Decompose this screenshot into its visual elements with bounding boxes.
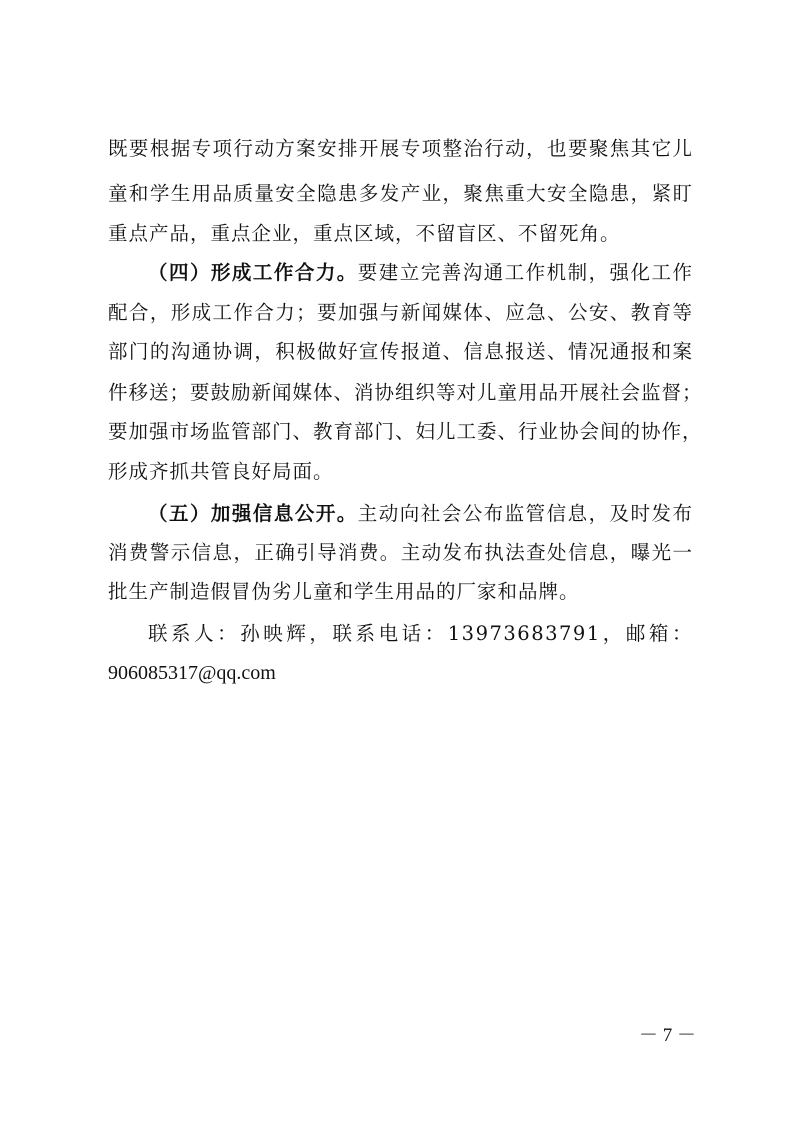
section-first-line <box>148 496 693 532</box>
section-heading: （四）形成工作合力。 <box>148 261 358 284</box>
text-line: 形成齐抓共管良好局面。 <box>108 460 334 483</box>
text-line: 件移送；要鼓励新闻媒体、消协组织等对儿童用品开展社会监督； <box>108 381 703 404</box>
page-number: － 7 － <box>638 1025 696 1046</box>
text-line: 消费警示信息，正确引导消费。主动发布执法查处信息，曝光一 <box>108 541 693 564</box>
text-line: 部门的沟通协调，积极做好宣传报道、信息报送、情况通报和案 <box>108 340 693 363</box>
section-heading: （五）加强信息公开。 <box>148 502 358 525</box>
text-line: 既要根据专项行动方案安排开展专项整治行动，也要聚焦其它儿 <box>108 137 693 160</box>
text-line: 批生产制造假冒伪劣儿童和学生用品的厂家和品牌。 <box>108 580 580 603</box>
section-text: 主动向社会公布监管信息，及时发布 <box>357 502 693 525</box>
text-line: 童和学生用品质量安全隐患多发产业，聚焦重大安全隐患，紧盯 <box>108 182 693 205</box>
contact-email: 906085317@qq.com <box>108 662 276 684</box>
text-line: 重点产品，重点企业，重点区域，不留盲区、不留死角。 <box>108 222 621 245</box>
contact-line: 联系人：孙映辉，联系电话：13973683791，邮箱： <box>148 622 693 645</box>
text-line: 要加强市场监管部门、教育部门、妇儿工委、行业协会间的协作， <box>108 420 703 443</box>
section-first-line <box>148 255 693 291</box>
text-line: 配合，形成工作合力；要加强与新闻媒体、应急、公安、教育等 <box>108 301 693 324</box>
section-text: 要建立完善沟通工作机制，强化工作 <box>357 261 693 284</box>
